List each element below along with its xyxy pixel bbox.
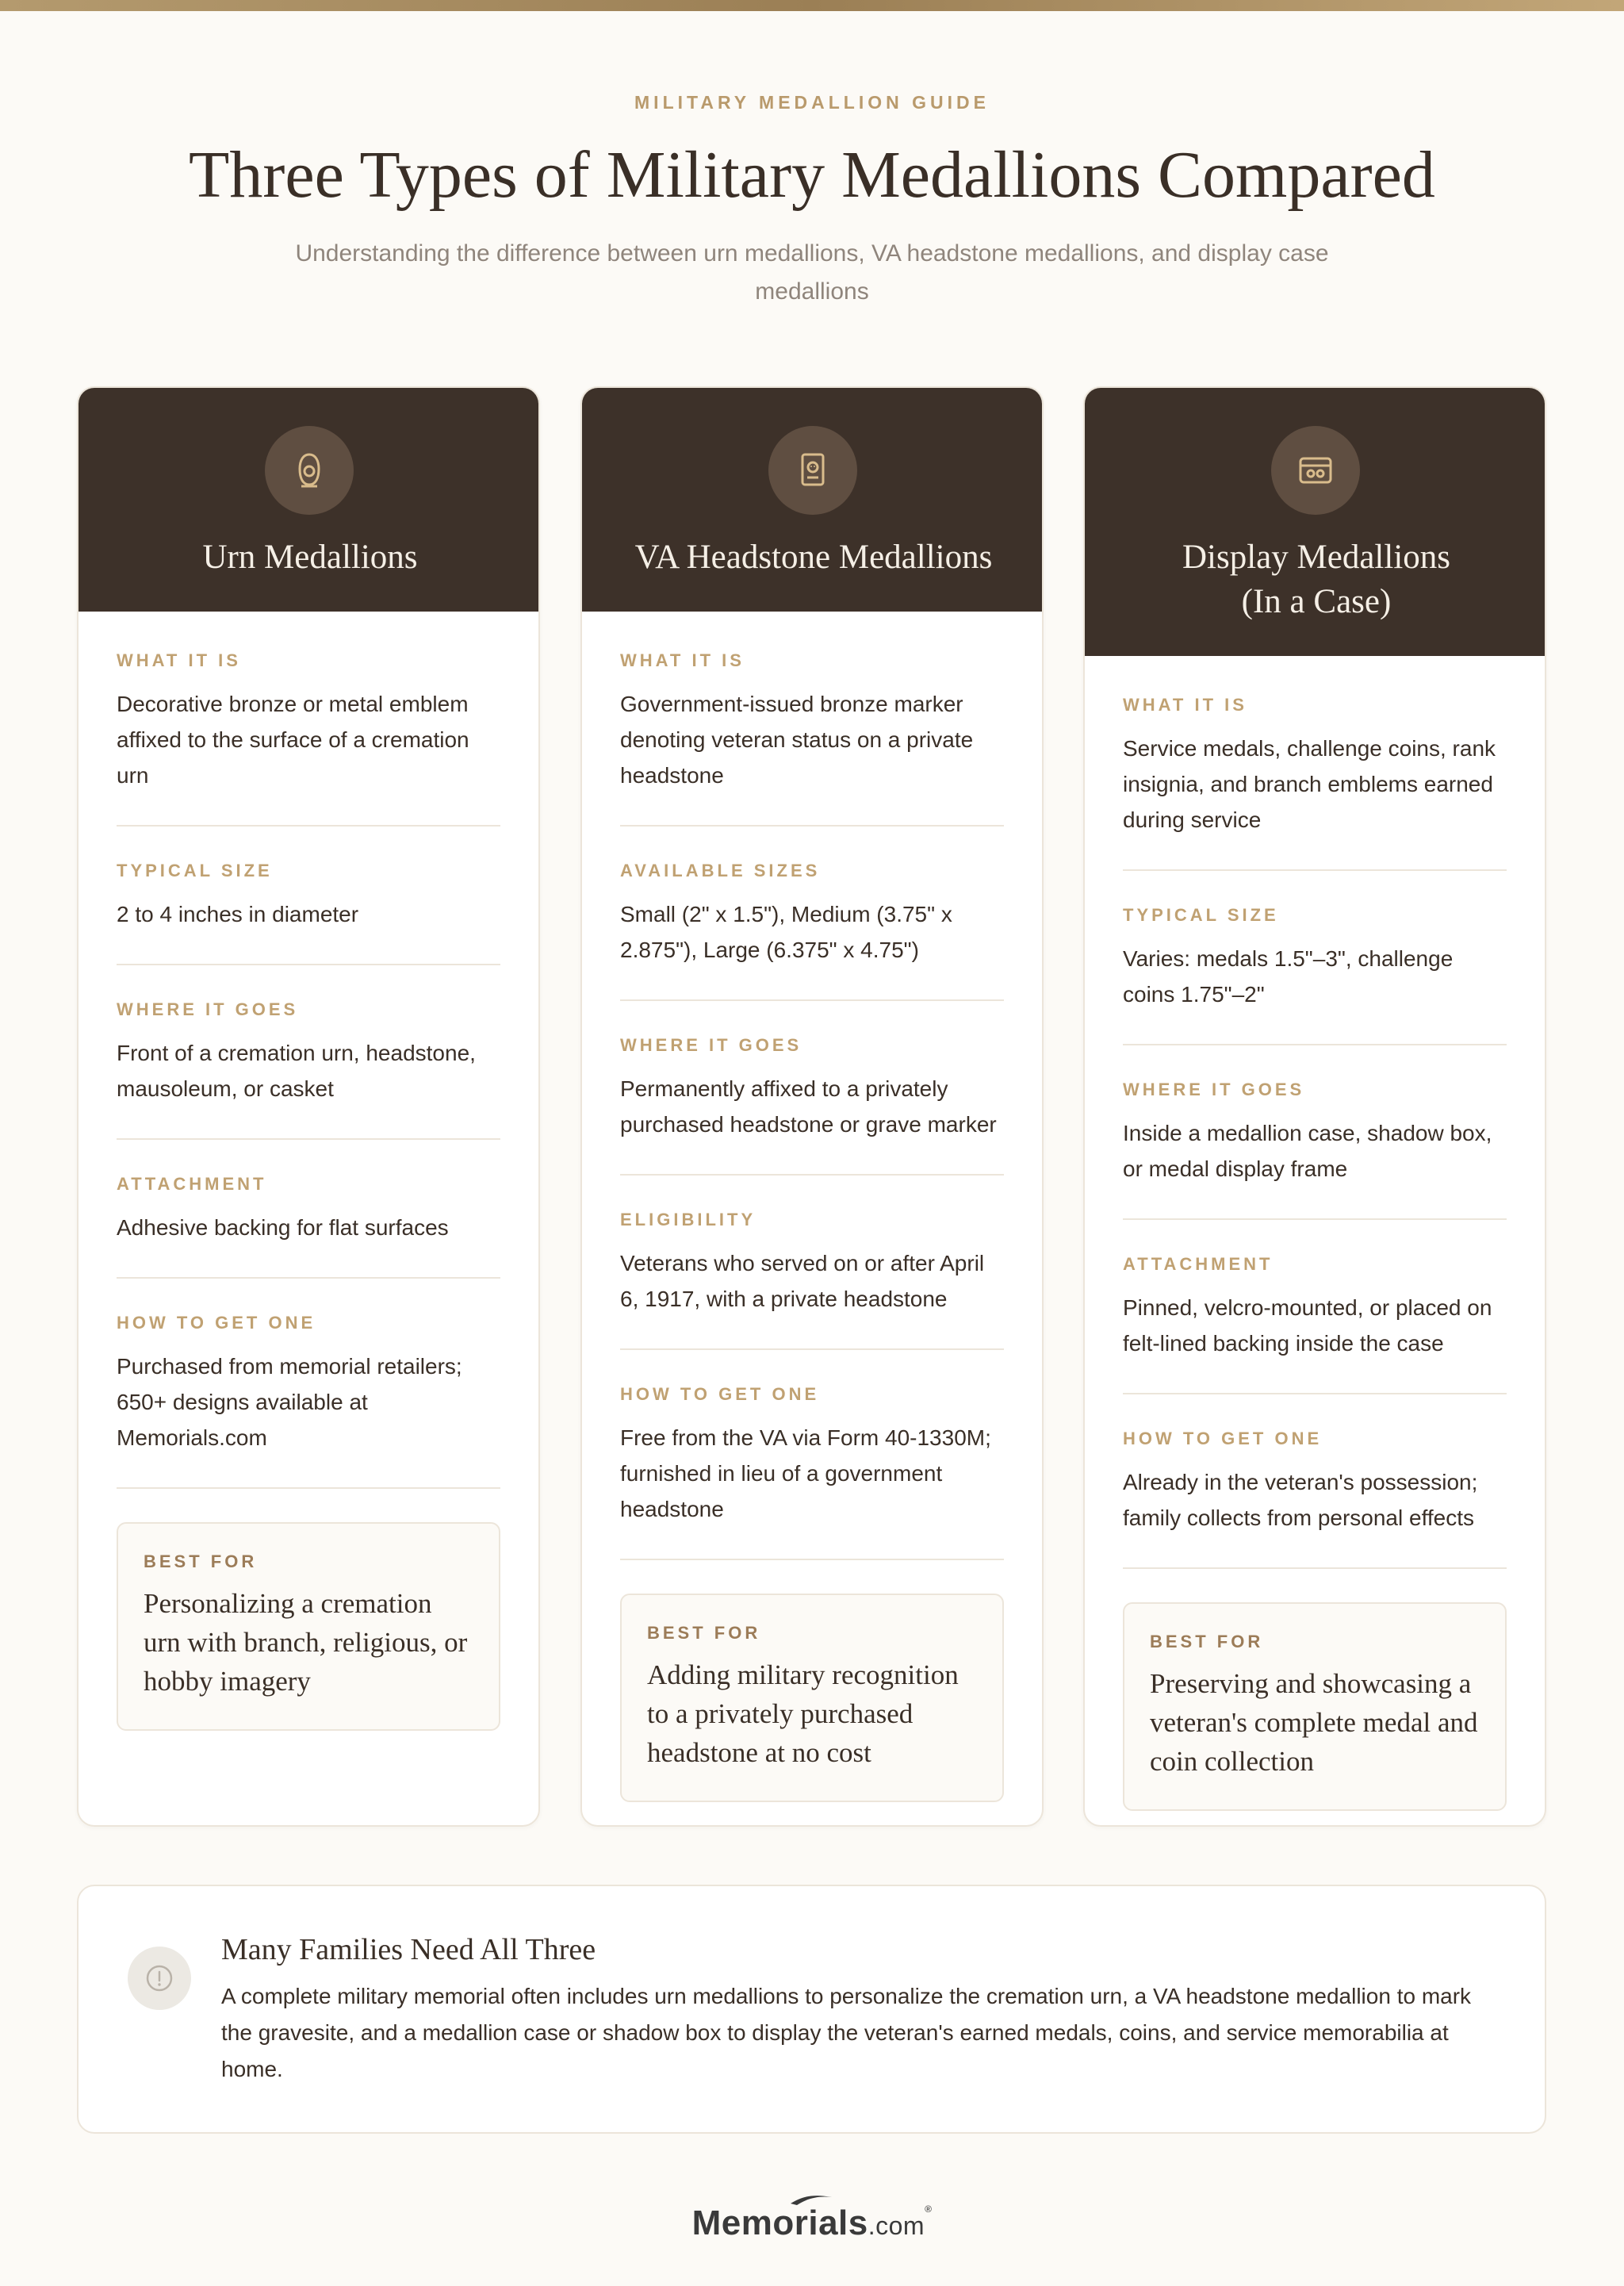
note-callout: [77, 1885, 1546, 2134]
section-text: Decorative bronze or metal emblem affixed to the surface of a cremation urn: [117, 692, 469, 788]
note-title: Many Families Need All Three: [221, 1933, 596, 1966]
info-section: [117, 650, 500, 827]
best-for-box: [1123, 1602, 1507, 1811]
section-text: Small (2" x 1.5"), Medium (3.75" x 2.875"), Large (6.375" x 4.75"): [620, 902, 952, 962]
section-label: WHERE IT GOES: [117, 999, 299, 1019]
section-label: HOW TO GET ONE: [117, 1313, 316, 1333]
urn-icon: [265, 426, 354, 515]
card-display-medallions: [1083, 386, 1546, 1827]
display-case-icon: [1271, 426, 1360, 515]
card-title-line: Urn Medallions: [202, 539, 418, 576]
card-title: [598, 535, 1029, 580]
card-header: [582, 388, 1042, 612]
best-for-box: [117, 1522, 500, 1731]
section-text: Purchased from memorial retailers; 650+ designs available at Memorials.com: [117, 1354, 462, 1450]
headstone-icon: [768, 426, 857, 515]
card-urn-medallions: [77, 386, 540, 1827]
info-section: [620, 1209, 1004, 1350]
section-text: Free from the VA via Form 40-1330M; furnished in lieu of a government headstone: [620, 1425, 991, 1521]
best-for-text: Adding military recognition to a privately purchased headstone at no cost: [647, 1659, 959, 1768]
eyebrow-label: MILITARY MEDALLION GUIDE: [634, 92, 990, 113]
best-for-text: Preserving and showcasing a veteran's complete medal and coin collection: [1150, 1668, 1478, 1777]
section-label: AVAILABLE SIZES: [620, 861, 821, 880]
section-text: Front of a cremation urn, headstone, mausoleum, or casket: [117, 1041, 476, 1101]
section-text: Government-issued bronze marker denoting veteran status on a private headstone: [620, 692, 974, 788]
card-body: [582, 612, 1042, 1802]
info-section: [117, 1173, 500, 1279]
best-for-label: BEST FOR: [1150, 1632, 1264, 1651]
logo-swoosh-icon: [787, 2192, 835, 2207]
info-section: [117, 1312, 500, 1489]
page-subtitle: Understanding the difference between urn medallions, VA headstone medallions, and display case medallions: [295, 240, 1329, 305]
logo-suffix: .com: [868, 2211, 925, 2240]
card-title-line: (In a Case): [1241, 583, 1392, 620]
card-body: [1085, 656, 1545, 1811]
note-text: A complete military memorial often includes urn medallions to personalize the cremation urn, a VA headstone medallion to mark the gravesite, and a medallion case or shadow box to display the veteran's earned medals, coins, and service memorabilia at home.: [221, 1984, 1472, 2081]
section-text: Inside a medallion case, shadow box, or medal display frame: [1123, 1121, 1492, 1181]
card-title-line: Display Medallions: [1182, 539, 1450, 576]
info-section: [117, 999, 500, 1140]
info-section: [117, 860, 500, 965]
section-label: ATTACHMENT: [117, 1174, 267, 1194]
card-title: [1101, 535, 1532, 624]
section-label: WHERE IT GOES: [1123, 1080, 1305, 1099]
section-text: Already in the veteran's possession; family collects from personal effects: [1123, 1470, 1478, 1530]
logo-registered: ®: [925, 2204, 933, 2215]
info-icon: [128, 1947, 191, 2010]
card-body: [79, 612, 538, 1731]
section-label: TYPICAL SIZE: [1123, 905, 1279, 925]
section-label: TYPICAL SIZE: [117, 861, 273, 880]
best-for-label: BEST FOR: [647, 1623, 761, 1643]
best-for-label: BEST FOR: [144, 1551, 258, 1571]
section-text: Veterans who served on or after April 6, 1917, with a private headstone: [620, 1251, 985, 1311]
section-label: ATTACHMENT: [1123, 1254, 1274, 1274]
info-section: [620, 1034, 1004, 1176]
info-section: [620, 650, 1004, 827]
info-section: [620, 1383, 1004, 1560]
section-label: HOW TO GET ONE: [620, 1384, 820, 1404]
info-section: [1123, 1079, 1507, 1220]
card-title: [94, 535, 526, 580]
best-for-text: Personalizing a cremation urn with branch, religious, or hobby imagery: [144, 1588, 468, 1697]
section-label: WHAT IT IS: [117, 650, 241, 670]
section-label: WHAT IT IS: [1123, 695, 1247, 715]
section-text: Permanently affixed to a privately purchased headstone or grave marker: [620, 1076, 997, 1137]
section-text: Pinned, velcro-mounted, or placed on felt-lined backing inside the case: [1123, 1295, 1492, 1356]
top-accent-bar: [0, 0, 1624, 11]
section-label: WHAT IT IS: [620, 650, 745, 670]
info-section: [1123, 1428, 1507, 1569]
info-section: [1123, 694, 1507, 871]
section-text: Varies: medals 1.5"–3", challenge coins 1.75"–2": [1123, 946, 1454, 1007]
section-label: WHERE IT GOES: [620, 1035, 802, 1055]
card-header: [1085, 388, 1545, 656]
memorials-logo[interactable]: [691, 2188, 933, 2243]
section-text: Service medals, challenge coins, rank insignia, and branch emblems earned during service: [1123, 736, 1496, 832]
card-va-headstone-medallions: [580, 386, 1044, 1827]
section-label: ELIGIBILITY: [620, 1210, 756, 1229]
info-section: [1123, 1253, 1507, 1394]
section-label: HOW TO GET ONE: [1123, 1429, 1323, 1448]
info-section: [1123, 904, 1507, 1045]
page-title: Three Types of Military Medallions Compared: [189, 138, 1435, 212]
best-for-box: [620, 1594, 1004, 1802]
section-text: 2 to 4 inches in diameter: [117, 902, 359, 926]
card-header: [79, 388, 538, 612]
card-title-line: VA Headstone Medallions: [634, 539, 993, 576]
info-section: [620, 860, 1004, 1001]
section-text: Adhesive backing for flat surfaces: [117, 1215, 449, 1240]
logo-wordmark: Memorials: [691, 2204, 868, 2242]
